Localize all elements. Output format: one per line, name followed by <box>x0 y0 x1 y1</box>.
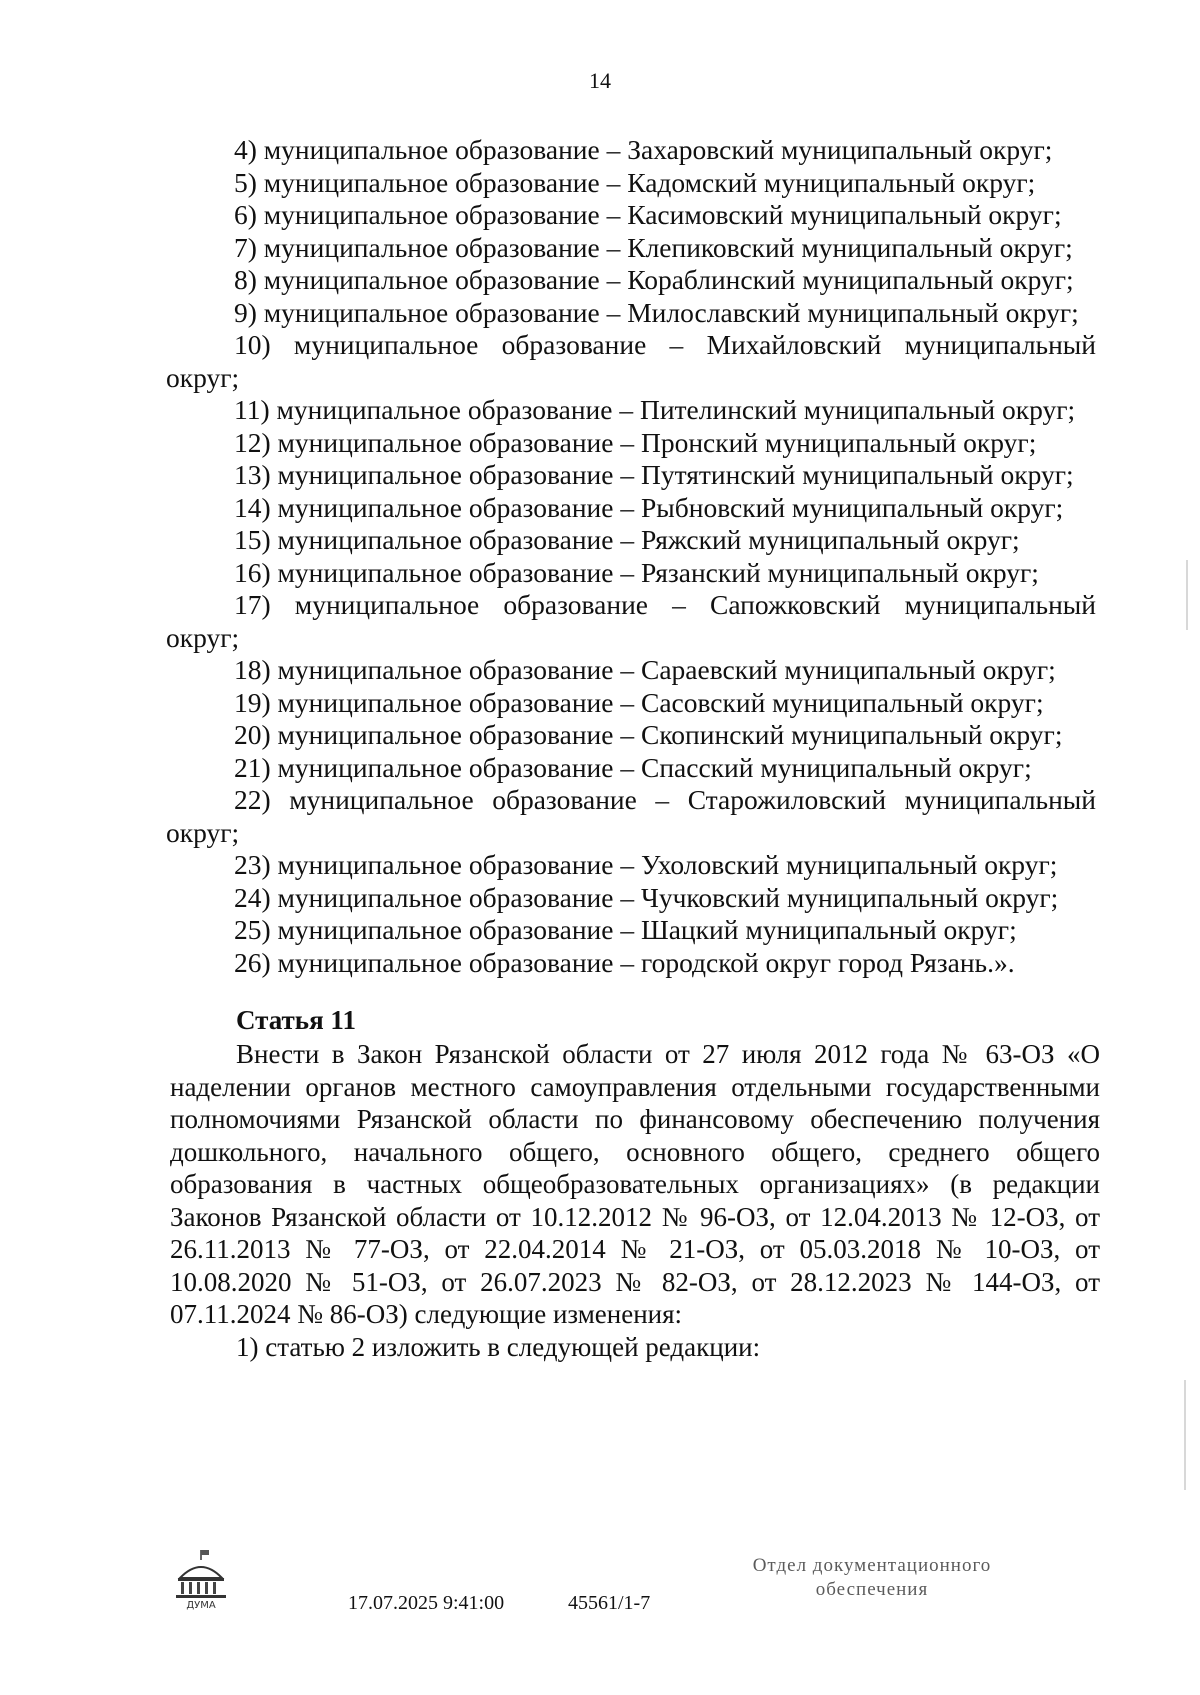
list-item: 21) муниципальное образование – Спасский муниципальный округ; <box>234 751 1032 783</box>
list-item: 19) муниципальное образование – Сасовский муниципальный округ; <box>234 686 1044 718</box>
page-number: 14 <box>589 68 611 93</box>
municipality-list <box>166 134 1096 979</box>
list-item: 15) муниципальное образование – Ряжский муниципальный округ; <box>234 524 1020 555</box>
footer-doc-code: 45561/1-7 <box>568 1592 651 1614</box>
list-item: 12) муниципальное образование – Пронский муниципальный округ; <box>234 426 1037 458</box>
article-sub-item: 1) статью 2 изложить в следующей редакции: <box>236 1331 761 1362</box>
list-item: 16) муниципальное образование – Рязанский муниципальный округ; <box>234 556 1039 588</box>
scan-edge-mark <box>1184 1380 1186 1490</box>
article-paragraph: Внести в Закон Рязанской области от 27 июля 2012 года № 63-ОЗ «О наделении органов местного самоуправления отдельными государственными полномочиями Рязанской области по финансовому обеспечению получения дошкольного, начального общего, основного общего, среднего общего образования в частных общеобразовательных организациях» (в редакции Законов Рязанской области от 10.12.2012 № 96-ОЗ, от 12.04.2013 № 12-ОЗ, от 26.11.2013 № 77-ОЗ, от 22.04.2014 № 21-ОЗ, от 05.03.2018 № 10-ОЗ, от 10.08.2020 № 51-ОЗ, от 26.07.2023 № 82-ОЗ, от 28.12.2023 № 144-ОЗ, от 07.11.2024 № 86-ОЗ) следующие изменения: <box>170 1039 1100 1329</box>
list-item: 26) муниципальное образование – городской округ город Рязань.». <box>234 946 1015 978</box>
logo-text: ДУМА <box>186 1600 216 1610</box>
article-title: Статья 11 <box>236 1005 356 1035</box>
list-item: 14) муниципальное образование – Рыбновский муниципальный округ; <box>234 491 1064 523</box>
list-item: 24) муниципальное образование – Чучковский муниципальный округ; <box>234 881 1059 913</box>
list-item: 23) муниципальное образование – Ухоловский муниципальный округ; <box>234 849 1058 880</box>
list-item: 18) муниципальное образование – Сараевский муниципальный округ; <box>234 654 1056 685</box>
department-stamp <box>722 1554 1022 1602</box>
list-item: 11) муниципальное образование – Пителинский муниципальный округ; <box>234 394 1076 425</box>
article-body <box>170 1038 1100 1363</box>
list-item: 8) муниципальное образование – Кораблинский муниципальный округ; <box>234 264 1074 295</box>
duma-logo-icon <box>170 1548 232 1610</box>
department-line-2: обеспечения <box>815 1579 929 1600</box>
footer-datetime: 17.07.2025 9:41:00 <box>348 1592 505 1614</box>
list-item: 13) муниципальное образование – Путятинский муниципальный округ; <box>234 459 1074 490</box>
list-item: 9) муниципальное образование – Милославский муниципальный округ; <box>234 296 1079 328</box>
list-item: 20) муниципальное образование – Скопинский муниципальный округ; <box>234 719 1063 750</box>
list-item: 10) муниципальное образование – Михайловский муниципальный округ; <box>166 329 1096 393</box>
scan-edge-mark <box>1186 560 1188 630</box>
department-line-1: Отдел документационного <box>752 1555 992 1576</box>
list-item: 17) муниципальное образование – Сапожковский муниципальный округ; <box>166 589 1096 653</box>
list-item: 7) муниципальное образование – Клепиковский муниципальный округ; <box>234 231 1073 263</box>
list-item: 5) муниципальное образование – Кадомский муниципальный округ; <box>234 166 1036 198</box>
list-item: 22) муниципальное образование – Старожиловский муниципальный округ; <box>166 784 1096 848</box>
list-item: 6) муниципальное образование – Касимовский муниципальный округ; <box>234 199 1062 230</box>
list-item: 25) муниципальное образование – Шацкий муниципальный округ; <box>234 914 1017 945</box>
list-item: 4) муниципальное образование – Захаровский муниципальный округ; <box>234 134 1053 165</box>
